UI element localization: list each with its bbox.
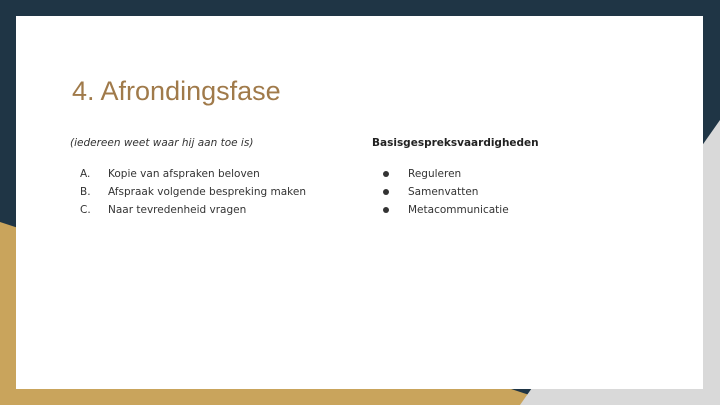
list-marker: B. (80, 186, 91, 198)
bullet-icon (383, 189, 389, 195)
list-marker: C. (80, 204, 91, 216)
list-item-text: Afspraak volgende bespreking maken (108, 186, 306, 198)
list-item-text: Kopie van afspraken beloven (108, 168, 260, 180)
bullet-icon (383, 207, 389, 213)
skills-heading: Basisgespreksvaardigheden (372, 137, 539, 149)
slide-subtitle: (iedereen weet waar hij aan toe is) (70, 137, 254, 149)
list-item-text: Naar tevredenheid vragen (108, 204, 247, 216)
slide-title: 4. Afrondingsfase (72, 76, 281, 106)
list-item-text: Samenvatten (408, 186, 479, 198)
list-item-text: Reguleren (408, 168, 462, 180)
list-item-text: Metacommunicatie (408, 204, 509, 216)
bullet-icon (383, 171, 389, 177)
list-marker: A. (80, 168, 91, 180)
